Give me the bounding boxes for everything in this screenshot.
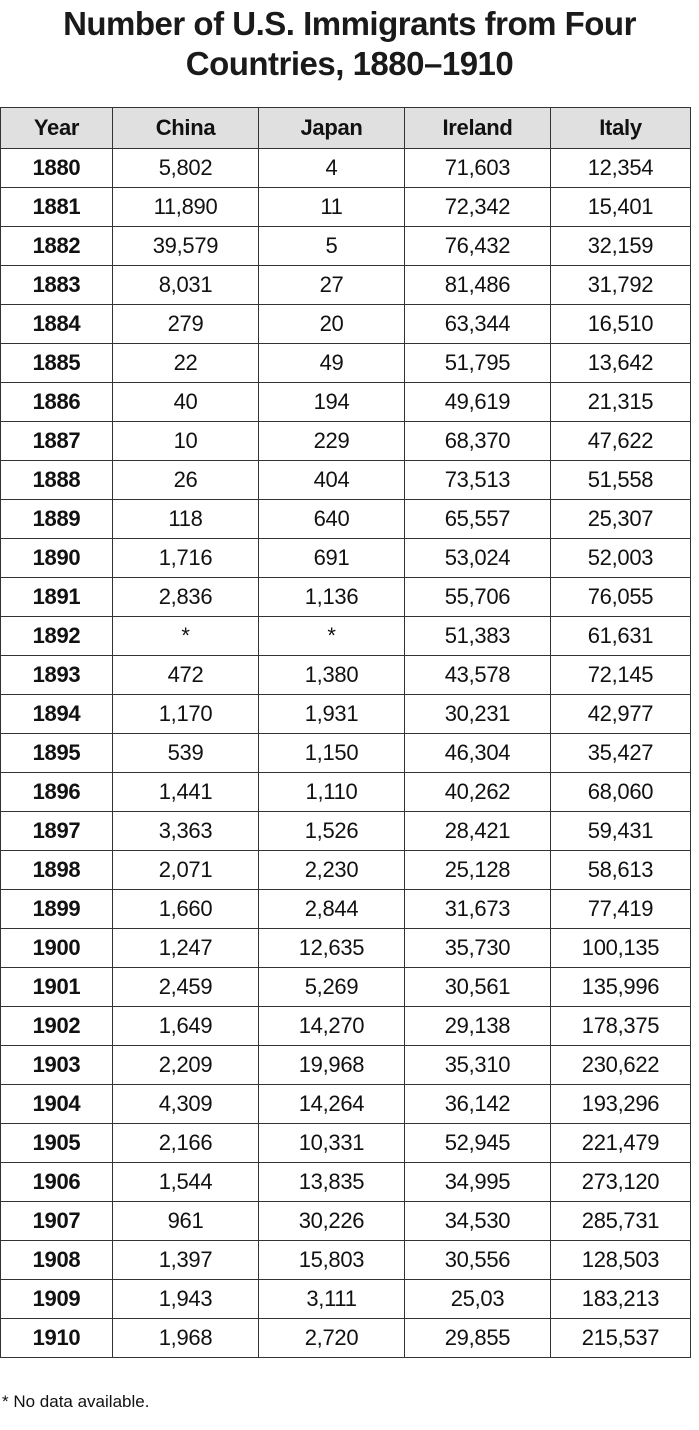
- cell-japan: 12,635: [259, 929, 405, 968]
- table-row: [1, 812, 691, 851]
- header-china: China: [113, 108, 259, 149]
- cell-japan: 5,269: [259, 968, 405, 1007]
- cell-italy: 31,792: [551, 266, 691, 305]
- cell-italy: 25,307: [551, 500, 691, 539]
- cell-italy: 273,120: [551, 1163, 691, 1202]
- cell-italy: 47,622: [551, 422, 691, 461]
- cell-china: 1,716: [113, 539, 259, 578]
- cell-ireland: 30,556: [405, 1241, 551, 1280]
- cell-japan: 1,150: [259, 734, 405, 773]
- cell-year: 1894: [1, 695, 113, 734]
- cell-year: 1890: [1, 539, 113, 578]
- cell-year: 1904: [1, 1085, 113, 1124]
- cell-italy: 16,510: [551, 305, 691, 344]
- cell-italy: 183,213: [551, 1280, 691, 1319]
- cell-japan: 640: [259, 500, 405, 539]
- table-header-row: [1, 108, 691, 149]
- cell-italy: 100,135: [551, 929, 691, 968]
- cell-year: 1892: [1, 617, 113, 656]
- immigrants-table: [0, 107, 691, 1358]
- cell-ireland: 71,603: [405, 149, 551, 188]
- cell-italy: 21,315: [551, 383, 691, 422]
- cell-italy: 15,401: [551, 188, 691, 227]
- cell-china: 2,836: [113, 578, 259, 617]
- cell-ireland: 30,231: [405, 695, 551, 734]
- cell-year: 1886: [1, 383, 113, 422]
- cell-year: 1880: [1, 149, 113, 188]
- header-year: Year: [1, 108, 113, 149]
- header-italy: Italy: [551, 108, 691, 149]
- cell-japan: 11: [259, 188, 405, 227]
- cell-year: 1887: [1, 422, 113, 461]
- title-line-1: Number of U.S. Immigrants from Four: [63, 5, 636, 42]
- cell-year: 1899: [1, 890, 113, 929]
- cell-japan: 691: [259, 539, 405, 578]
- cell-japan: 2,720: [259, 1319, 405, 1358]
- cell-japan: 1,110: [259, 773, 405, 812]
- cell-ireland: 30,561: [405, 968, 551, 1007]
- cell-ireland: 63,344: [405, 305, 551, 344]
- cell-italy: 230,622: [551, 1046, 691, 1085]
- table-row: [1, 1007, 691, 1046]
- cell-japan: 2,844: [259, 890, 405, 929]
- table-row: [1, 1319, 691, 1358]
- cell-japan: 5: [259, 227, 405, 266]
- cell-japan: 10,331: [259, 1124, 405, 1163]
- cell-ireland: 81,486: [405, 266, 551, 305]
- cell-italy: 128,503: [551, 1241, 691, 1280]
- cell-italy: 61,631: [551, 617, 691, 656]
- cell-ireland: 40,262: [405, 773, 551, 812]
- cell-ireland: 35,730: [405, 929, 551, 968]
- cell-ireland: 51,795: [405, 344, 551, 383]
- cell-ireland: 52,945: [405, 1124, 551, 1163]
- cell-japan: 1,526: [259, 812, 405, 851]
- cell-italy: 58,613: [551, 851, 691, 890]
- table-row: [1, 461, 691, 500]
- cell-china: 3,363: [113, 812, 259, 851]
- cell-china: 1,247: [113, 929, 259, 968]
- cell-year: 1907: [1, 1202, 113, 1241]
- table-row: [1, 851, 691, 890]
- cell-china: 5,802: [113, 149, 259, 188]
- table-row: [1, 383, 691, 422]
- cell-year: 1908: [1, 1241, 113, 1280]
- cell-china: 1,649: [113, 1007, 259, 1046]
- cell-japan: 27: [259, 266, 405, 305]
- cell-japan: 14,270: [259, 1007, 405, 1046]
- cell-japan: 4: [259, 149, 405, 188]
- cell-japan: 20: [259, 305, 405, 344]
- cell-year: 1909: [1, 1280, 113, 1319]
- table-row: [1, 266, 691, 305]
- cell-japan: 13,835: [259, 1163, 405, 1202]
- table-row: [1, 344, 691, 383]
- cell-china: 1,397: [113, 1241, 259, 1280]
- cell-italy: 72,145: [551, 656, 691, 695]
- cell-china: 8,031: [113, 266, 259, 305]
- cell-china: 279: [113, 305, 259, 344]
- cell-ireland: 51,383: [405, 617, 551, 656]
- cell-ireland: 34,530: [405, 1202, 551, 1241]
- cell-ireland: 25,128: [405, 851, 551, 890]
- cell-china: 22: [113, 344, 259, 383]
- table-row: [1, 500, 691, 539]
- cell-year: 1910: [1, 1319, 113, 1358]
- cell-ireland: 34,995: [405, 1163, 551, 1202]
- cell-year: 1893: [1, 656, 113, 695]
- cell-italy: 51,558: [551, 461, 691, 500]
- cell-ireland: 28,421: [405, 812, 551, 851]
- cell-italy: 77,419: [551, 890, 691, 929]
- cell-china: 472: [113, 656, 259, 695]
- table-row: [1, 1124, 691, 1163]
- cell-ireland: 65,557: [405, 500, 551, 539]
- cell-japan: *: [259, 617, 405, 656]
- cell-ireland: 25,03: [405, 1280, 551, 1319]
- cell-ireland: 49,619: [405, 383, 551, 422]
- cell-china: 2,459: [113, 968, 259, 1007]
- cell-china: 10: [113, 422, 259, 461]
- table-row: [1, 968, 691, 1007]
- table-row: [1, 890, 691, 929]
- cell-ireland: 43,578: [405, 656, 551, 695]
- table-row: [1, 305, 691, 344]
- cell-china: *: [113, 617, 259, 656]
- cell-year: 1900: [1, 929, 113, 968]
- table-row: [1, 578, 691, 617]
- table-row: [1, 695, 691, 734]
- cell-japan: 15,803: [259, 1241, 405, 1280]
- cell-china: 40: [113, 383, 259, 422]
- cell-china: 1,660: [113, 890, 259, 929]
- cell-china: 1,544: [113, 1163, 259, 1202]
- cell-year: 1889: [1, 500, 113, 539]
- cell-italy: 59,431: [551, 812, 691, 851]
- cell-year: 1895: [1, 734, 113, 773]
- cell-year: 1885: [1, 344, 113, 383]
- cell-ireland: 35,310: [405, 1046, 551, 1085]
- footnote: * No data available.: [2, 1392, 150, 1411]
- table-row: [1, 188, 691, 227]
- cell-ireland: 76,432: [405, 227, 551, 266]
- cell-italy: 68,060: [551, 773, 691, 812]
- cell-china: 2,209: [113, 1046, 259, 1085]
- cell-ireland: 36,142: [405, 1085, 551, 1124]
- cell-china: 4,309: [113, 1085, 259, 1124]
- cell-japan: 19,968: [259, 1046, 405, 1085]
- cell-ireland: 68,370: [405, 422, 551, 461]
- table-row: [1, 1046, 691, 1085]
- cell-ireland: 55,706: [405, 578, 551, 617]
- cell-italy: 221,479: [551, 1124, 691, 1163]
- cell-japan: 3,111: [259, 1280, 405, 1319]
- table-row: [1, 617, 691, 656]
- immigrants-table-container: [0, 107, 699, 1358]
- cell-japan: 229: [259, 422, 405, 461]
- cell-ireland: 72,342: [405, 188, 551, 227]
- table-row: [1, 929, 691, 968]
- cell-china: 1,968: [113, 1319, 259, 1358]
- header-japan: Japan: [259, 108, 405, 149]
- cell-year: 1897: [1, 812, 113, 851]
- table-row: [1, 1163, 691, 1202]
- table-row: [1, 773, 691, 812]
- table-row: [1, 227, 691, 266]
- cell-japan: 404: [259, 461, 405, 500]
- cell-china: 26: [113, 461, 259, 500]
- cell-italy: 193,296: [551, 1085, 691, 1124]
- table-row: [1, 1085, 691, 1124]
- cell-italy: 285,731: [551, 1202, 691, 1241]
- cell-ireland: 53,024: [405, 539, 551, 578]
- cell-year: 1891: [1, 578, 113, 617]
- cell-year: 1906: [1, 1163, 113, 1202]
- cell-italy: 135,996: [551, 968, 691, 1007]
- cell-china: 1,170: [113, 695, 259, 734]
- cell-italy: 35,427: [551, 734, 691, 773]
- cell-year: 1898: [1, 851, 113, 890]
- cell-china: 2,166: [113, 1124, 259, 1163]
- header-ireland: Ireland: [405, 108, 551, 149]
- cell-year: 1881: [1, 188, 113, 227]
- table-body: [1, 149, 691, 1358]
- cell-year: 1902: [1, 1007, 113, 1046]
- cell-ireland: 29,138: [405, 1007, 551, 1046]
- cell-italy: 12,354: [551, 149, 691, 188]
- table-row: [1, 734, 691, 773]
- cell-ireland: 46,304: [405, 734, 551, 773]
- cell-china: 1,441: [113, 773, 259, 812]
- cell-italy: 178,375: [551, 1007, 691, 1046]
- cell-italy: 52,003: [551, 539, 691, 578]
- cell-year: 1882: [1, 227, 113, 266]
- cell-ireland: 29,855: [405, 1319, 551, 1358]
- cell-japan: 14,264: [259, 1085, 405, 1124]
- cell-japan: 1,380: [259, 656, 405, 695]
- table-row: [1, 1241, 691, 1280]
- cell-japan: 2,230: [259, 851, 405, 890]
- cell-china: 39,579: [113, 227, 259, 266]
- title-line-2: Countries, 1880–1910: [185, 45, 514, 82]
- cell-china: 11,890: [113, 188, 259, 227]
- table-row: [1, 1202, 691, 1241]
- cell-italy: 76,055: [551, 578, 691, 617]
- cell-china: 1,943: [113, 1280, 259, 1319]
- cell-japan: 1,136: [259, 578, 405, 617]
- table-row: [1, 1280, 691, 1319]
- cell-year: 1901: [1, 968, 113, 1007]
- table-row: [1, 539, 691, 578]
- cell-japan: 49: [259, 344, 405, 383]
- cell-year: 1903: [1, 1046, 113, 1085]
- cell-china: 539: [113, 734, 259, 773]
- cell-ireland: 31,673: [405, 890, 551, 929]
- cell-italy: 215,537: [551, 1319, 691, 1358]
- cell-italy: 13,642: [551, 344, 691, 383]
- cell-italy: 42,977: [551, 695, 691, 734]
- cell-china: 2,071: [113, 851, 259, 890]
- cell-japan: 30,226: [259, 1202, 405, 1241]
- cell-year: 1884: [1, 305, 113, 344]
- cell-year: 1896: [1, 773, 113, 812]
- cell-year: 1888: [1, 461, 113, 500]
- cell-ireland: 73,513: [405, 461, 551, 500]
- cell-japan: 1,931: [259, 695, 405, 734]
- cell-italy: 32,159: [551, 227, 691, 266]
- table-row: [1, 149, 691, 188]
- table-row: [1, 422, 691, 461]
- cell-japan: 194: [259, 383, 405, 422]
- cell-year: 1905: [1, 1124, 113, 1163]
- cell-china: 961: [113, 1202, 259, 1241]
- cell-year: 1883: [1, 266, 113, 305]
- cell-china: 118: [113, 500, 259, 539]
- table-title: [0, 0, 699, 84]
- table-row: [1, 656, 691, 695]
